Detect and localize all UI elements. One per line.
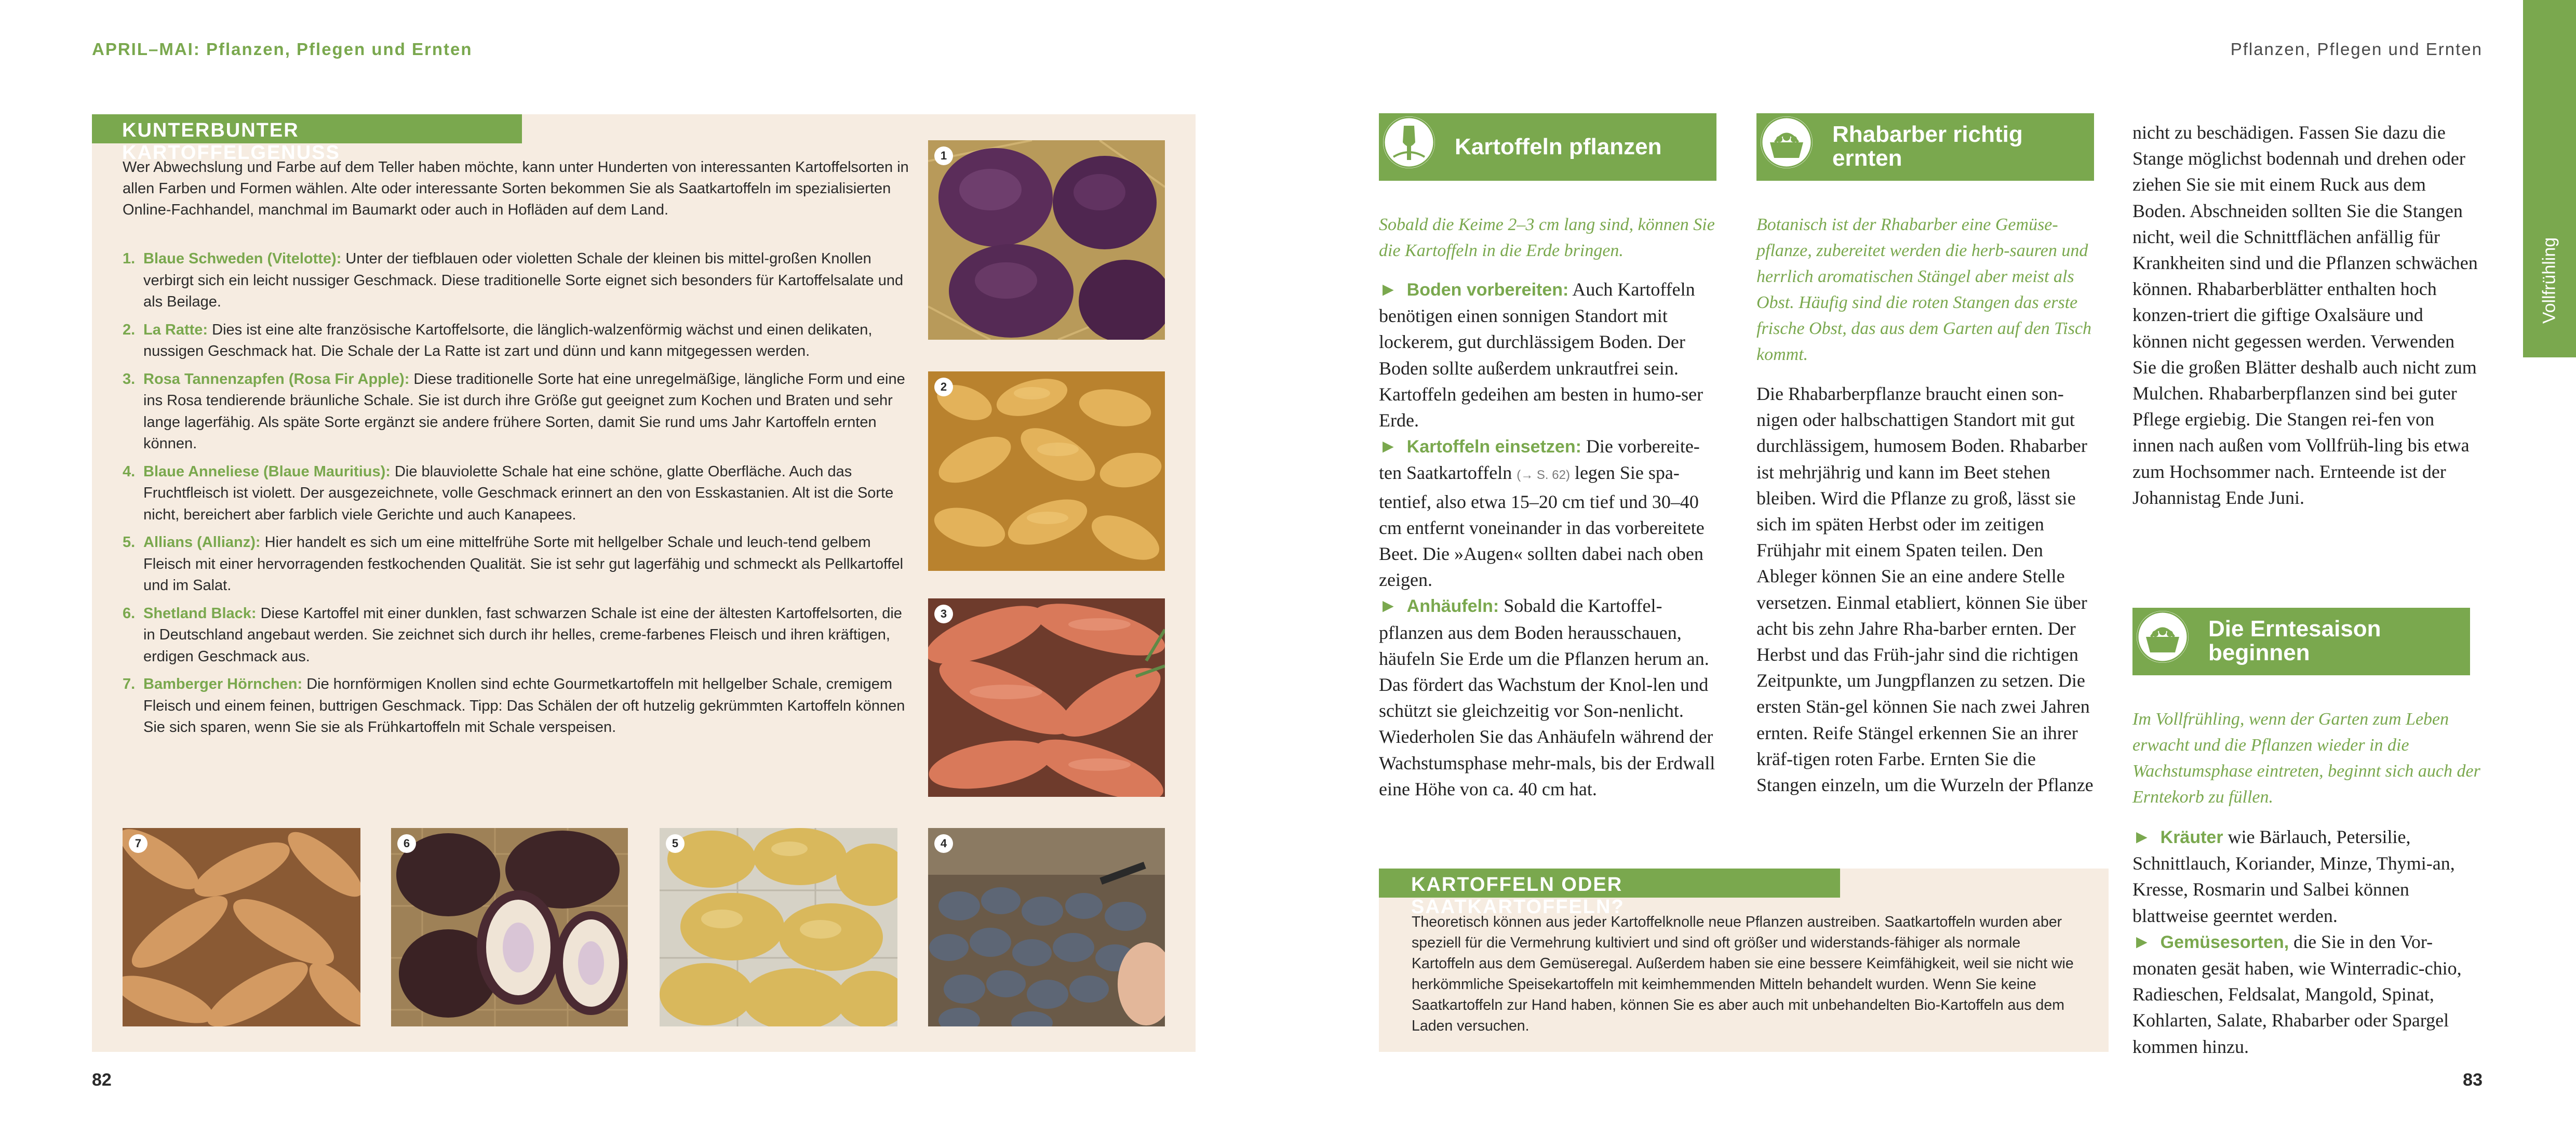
photo-bamberger-hoernchen (123, 828, 360, 1026)
bullet-arrow-icon: ► (2132, 930, 2151, 952)
bullet-paragraph (1379, 276, 1722, 433)
bullet-keyword: Anhäufeln: (1406, 596, 1499, 617)
photo-rosa-tannenzapfen (928, 598, 1165, 797)
bullet-text: Die vorbereite-ten Saatkartoffeln (1379, 436, 1700, 484)
photo-badge: 3 (934, 605, 953, 623)
variety-number: 7. (123, 676, 136, 692)
bullet-arrow-icon: ► (1379, 595, 1398, 617)
side-tab-label-wrap (2523, 0, 2576, 357)
photo-shetland-black (391, 828, 628, 1026)
variety-item (123, 248, 909, 313)
basket-icon (2137, 611, 2189, 663)
heading-text (1832, 123, 2023, 170)
body-erntesaison (2132, 824, 2486, 1060)
heading-line: Rhabarber richtig (1832, 122, 2023, 147)
photo-blaue-schweden (928, 140, 1165, 340)
variety-text: Dies ist eine alte französische Kartoffelsorte, die länglich-walzenförmig wächst und einen delikaten, nussigen Geschmack hat. Die Schale der La Ratte ist zart und dünn und kann mitgegessen werden. (143, 321, 873, 359)
basket-icon (1761, 116, 1813, 168)
variety-text: Hier handelt es sich um eine mittelfrühe Sorte mit hellgelber Schale und leuch-tend gelbem Fleisch mit einer hervorragenden festkochenden Qualität. Sie ist sehr gut lagerfähig und schmeckt als Pellkartoffel und im Salat. (143, 534, 904, 594)
variety-name: Blaue Schweden (Vitelotte): (143, 250, 342, 267)
bullet-text: Auch Kartoffeln benötigen einen sonnigen Standort mit lockerem, gut durchlässigem Boden. Der Boden sollte außerdem unkrautfrei sein. Kartoffeln gedeihen am besten in humo-ser Erde. (1379, 279, 1703, 431)
variety-name: La Ratte: (143, 321, 208, 338)
heading-text: Kartoffeln pflanzen (1455, 134, 1662, 159)
heading-line: ernten (1832, 145, 1902, 171)
left-box-title: KUNTERBUNTER KARTOFFELGENUSS (92, 114, 522, 143)
variety-name: Allians (Allianz): (143, 534, 261, 551)
variety-text: Diese Kartoffel mit einer dunklen, fast schwarzen Schale ist eine der ältesten Kartoffelsorten, die in Deutschland angebaut werden. Sie zeichnet sich durch ihr helles, creme-farbenes Fleisch und ihren kräftigen, erdigen Geschmack aus. (143, 605, 902, 665)
bullet-keyword: Kräuter (2160, 827, 2223, 847)
right-box-title: KARTOFFELN ODER SAATKARTOFFELN? (1379, 869, 1840, 898)
bullet-text: die Sie in den Vor-monaten gesät haben, wie Winterradic-chio, Radieschen, Feldsalat, Mangold, Spinat, Kohlarten, Salate, Rhabarber oder Spargel kommen hinzu. (2132, 931, 2462, 1057)
bullet-paragraph (2132, 929, 2486, 1060)
variety-number: 2. (123, 321, 136, 338)
photo-la-ratte (928, 371, 1165, 571)
lead-rhabarber: Botanisch ist der Rhabarber eine Gemüse-pflanze, zubereitet werden die herb-sauren und herrlich aromatischen Stängel aber meist als Obst. Häufig sind die roten Stangen das erste frische Obst, das aus dem Garten auf den Tisch kommt. (1756, 215, 2092, 364)
photo-badge: 1 (934, 146, 953, 165)
variety-list (123, 248, 909, 745)
page-number-right: 83 (2463, 1070, 2483, 1090)
bullet-text: legen Sie spa-tentief, also etwa 15–20 cm tief und 30–40 cm entfernt voneinander in das vorbereitete Beet. Die »Augen« sollten dabei nach oben zeigen. (1379, 462, 1705, 591)
trowel-icon (1383, 116, 1435, 168)
variety-item (123, 532, 909, 597)
photo-badge: 6 (397, 834, 416, 853)
variety-name: Rosa Tannenzapfen (Rosa Fir Apple): (143, 370, 410, 388)
variety-name: Bamberger Hörnchen: (143, 676, 303, 692)
variety-number: 1. (123, 250, 136, 267)
variety-text: Die blauviolette Schale hat eine schöne, glatte Oberfläche. Auch das Fruchtfleisch ist violett. Der ausgezeichnete, volle Geschmack erinnert an den von Esskastanien. Alt ist die Sorte nicht, bereichert aber farblich viele Gerichte und auch Kanapees. (143, 463, 894, 523)
variety-number: 3. (123, 370, 136, 388)
side-tab-label: Vollfrühling (2539, 237, 2559, 324)
heading-kartoffeln-pflanzen (1379, 113, 1716, 181)
heading-erntesaison (2132, 608, 2470, 675)
left-box-intro: Wer Abwechslung und Farbe auf dem Teller haben möchte, kann unter Hunderten von interessanten Kartoffelsorten in allen Farben und Formen wählen. Alte oder interessante Sorten bekommen Sie als Saatkartoffeln im spezialisierten Online-Fachhandel, manchmal im Baumarkt oder auch in Hofläden auf dem Land. (123, 159, 909, 218)
bullet-keyword: Kartoffeln einsetzen: (1406, 437, 1581, 457)
variety-item (123, 369, 909, 455)
bullet-arrow-icon: ► (1379, 435, 1398, 457)
photo-badge: 7 (129, 834, 147, 853)
photo-badge: 5 (666, 834, 685, 853)
photo-allians (660, 828, 897, 1026)
running-head-section: APRIL–MAI: (92, 39, 200, 59)
right-box-text: Theoretisch können aus jeder Kartoffelknolle neue Pflanzen austreiben. Saatkartoffeln wurden aber speziell für die Vermehrung kultiviert und sind oft größer und widerstands-fähiger als normale Kartoffeln aus dem Gemüseregal. Außerdem haben sie eine bessere Keimfähigkeit, weil sie nicht wie herkömmliche Speisekartoffeln mit keimhemmenden Mitteln behandelt wurden. Wenn Sie keine Saatkartoffeln zur Hand haben, können Sie es aber auch mit unbehandelten Bio-Kartoffeln aus dem Laden versuchen. (1412, 914, 2074, 1034)
body-rhabarber: Die Rhabarberpflanze braucht einen son-nigen oder halbschattigen Standort mit gut durchlässigem, humosem Boden. Rhabarber ist mehrjährig und kann im Beet stehen bleiben. Wird die Pflanze zu groß, lässt sie sich im späten Herbst oder im zeitigen Frühjahr mit einem Spaten teilen. Den Ableger können Sie an eine andere Stelle versetzen. Einmal etabliert, können Sie über acht bis zehn Jahre Rha-barber ernten. Der Herbst und das Früh-jahr sind die richtigen Zeitpunkte, um Jungpflanzen zu setzen. Die ersten Stän-gel können Sie nach zwei Jahren ernten. Reife Stängel erkennen Sie an ihrer kräf-tigen roten Farbe. Ernten Sie die Stangen einzeln, um die Wurzeln der Pflanze (1756, 383, 2094, 796)
variety-number: 5. (123, 534, 136, 551)
photo-badge: 4 (934, 834, 953, 853)
variety-item (123, 674, 909, 739)
lead-kartoffeln: Sobald die Keime 2–3 cm lang sind, können Sie die Kartoffeln in die Erde bringen. (1379, 215, 1715, 260)
bullet-keyword: Gemüsesorten, (2160, 932, 2289, 952)
bullet-paragraph (1379, 593, 1722, 802)
heading-line: Die Erntesaison (2208, 616, 2381, 642)
photo-blaue-anneliese (928, 828, 1165, 1026)
photo-badge: 2 (934, 378, 953, 396)
running-head-left-title: Pflanzen, Pflegen und Ernten (200, 39, 473, 59)
bullet-text: Sobald die Kartoffel-pflanzen aus dem Boden herausschauen, häufeln Sie Erde um die Pflanzen herum an. Das fördert das Wachstum der Knol-len und schützt sie gleichzeitig vor Son-nenlicht. Wiederholen Sie das Anhäufeln während der Wachstumsphase mehr-mals, bis der Erdwall eine Höhe von ca. 40 cm hat. (1379, 595, 1715, 799)
bullet-paragraph (1379, 433, 1722, 593)
bullet-arrow-icon: ► (1379, 278, 1398, 300)
body-rhabarber-continued: nicht zu beschädigen. Fassen Sie dazu die Stange möglichst bodennah und drehen oder ziehen Sie sie mit einem Ruck aus dem Boden. Abschneiden sollten Sie die Stangen nicht, weil die Schnittflächen anfällig für Krankheiten sind und die Pflanzen schwächen können. Rhabarberblätter enthalten hoch konzen-triert die giftige Oxalsäure und können nicht gegessen werden. Verwenden Sie die großen Blätter deshalb auch nicht zum Mulchen. Rhabarberpflanzen sind bei guter Pflege ergiebig. Die Stangen rei-fen von innen nach außen vom Vollfrüh-ling bis etwa zum Hochsommer nach. Ernteende ist der Johannistag Ende Juni. (2132, 122, 2478, 508)
variety-text: Diese traditionelle Sorte hat eine unregelmäßige, längliche Form und eine ins Rosa tendierende bräunliche Schale. Sie ist durch ihre Größe gut geeignet zum Kochen und Braten und sehr lange lagerfähig. Als späte Sorte ergänzt sie andere frühere Sorten, damit Sie rund ums Jahr Kartoffeln ernten können. (143, 370, 905, 452)
variety-item (123, 603, 909, 668)
variety-number: 4. (123, 463, 136, 480)
variety-number: 6. (123, 605, 136, 622)
running-head-left (92, 39, 473, 59)
variety-name: Shetland Black: (143, 605, 257, 622)
page-number-left: 82 (92, 1070, 112, 1090)
variety-text: Die hornförmigen Knollen sind echte Gourmetkartoffeln mit hellgelber Schale, cremigem Fleisch und einem feinen, buttrigen Geschmack. Tipp: Das Schälen der oft hutzelig gekrümmten Kartoffeln können Sie sich sparen, wenn Sie sie als Frühkartoffeln mit Schale verspeisen. (143, 676, 905, 736)
variety-item (123, 319, 909, 363)
bullet-arrow-icon: ► (2132, 826, 2151, 847)
variety-text: Unter der tiefblauen oder violetten Schale der kleinen bis mittel-großen Knollen verbirgt sich ein leicht nussiger Geschmack. Diese traditionelle Sorte eignet sich besonders für Kartoffelsalate und als Beilage. (143, 250, 904, 310)
bullet-paragraph (2132, 824, 2486, 929)
heading-text (2208, 617, 2381, 665)
heading-rhabarber (1756, 113, 2094, 181)
running-head-right: Pflanzen, Pflegen und Ernten (2230, 39, 2483, 59)
lead-erntesaison: Im Vollfrühling, wenn der Garten zum Leben erwacht und die Pflanzen wieder in die Wachstumsphase eintreten, beginnt sich auch der Erntekorb zu füllen. (2132, 710, 2480, 807)
bullet-keyword: Boden vorbereiten: (1406, 280, 1569, 300)
bullet-text: wie Bärlauch, Petersilie, Schnittlauch, Koriander, Minze, Thymi-an, Kresse, Rosmarin und Salbei können blattweise geerntet werden. (2132, 826, 2455, 926)
body-kartoffeln (1379, 276, 1722, 802)
heading-line: beginnen (2208, 640, 2310, 665)
variety-name: Blaue Anneliese (Blaue Mauritius): (143, 463, 391, 480)
variety-item (123, 461, 909, 526)
page-reference: (→ S. 62) (1517, 468, 1570, 483)
